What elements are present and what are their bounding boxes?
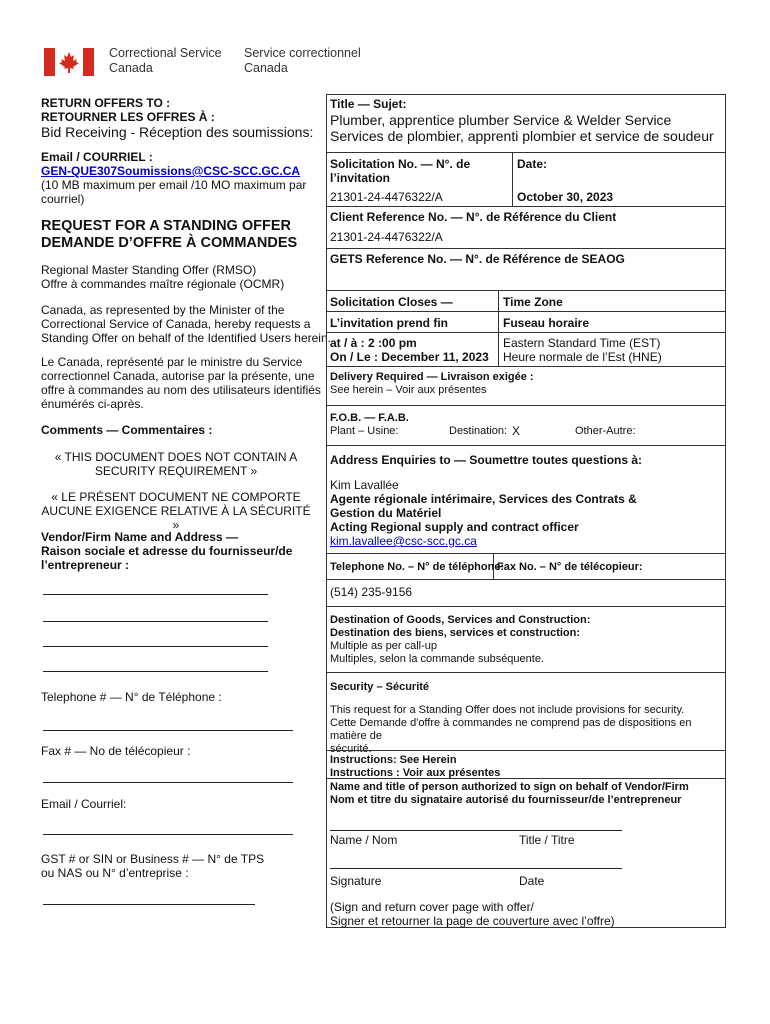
paragraph-en: Canada, as represented by the Minister of the Correctional Service of Canada, hereby requests a Standing Offer on behalf of the Identified Users herein. bbox=[41, 303, 331, 345]
phone-value: (514) 235-9156 bbox=[330, 585, 413, 599]
fob-other: Other-Autre: bbox=[575, 425, 636, 437]
no-security-en: « THIS DOCUMENT DOES NOT CONTAIN A SECURITY REQUIREMENT » bbox=[54, 450, 298, 478]
closes-label-fr: L’invitation prend fin bbox=[330, 316, 448, 330]
return-email-link[interactable]: GEN-QUE307Soumissions@CSC-SCC.GC.CA bbox=[41, 164, 301, 178]
client-ref-value: 21301-24-4476322/A bbox=[330, 230, 443, 244]
telephone-line[interactable] bbox=[43, 730, 293, 731]
org-name-en: Correctional Service Canada bbox=[109, 46, 222, 75]
fax-label: Fax # — No de télécopieur : bbox=[41, 744, 191, 758]
return-note: (Sign and return cover page with offer/ Signer et retourner la page de couverture avec l’offre) bbox=[330, 900, 615, 928]
date-label-sign: Date bbox=[519, 874, 545, 888]
name-label: Name / Nom bbox=[330, 833, 398, 847]
request-title: REQUEST FOR A STANDING OFFER DEMANDE D’OFFRE À COMMANDES bbox=[41, 218, 298, 251]
title-value: Plumber, apprentice plumber Service & Welder Service Services de plombier, apprenti plombier et service de soudeur bbox=[330, 112, 714, 144]
bid-receiving: Bid Receiving - Réception des soumissions: bbox=[41, 124, 314, 140]
fob-destination: Destination: bbox=[449, 425, 508, 437]
email-label: Email / Courriel: bbox=[41, 797, 127, 811]
vendor-label: Vendor/Firm Name and Address — Raison sociale et adresse du fournisseur/de l’entrepreneur : bbox=[41, 530, 293, 572]
fax-label-right: Fax No. – N° de télécopieur: bbox=[497, 561, 643, 573]
signature-date-line[interactable] bbox=[330, 868, 622, 869]
fax-line[interactable] bbox=[43, 782, 293, 783]
authorized-label: Name and title of person authorized to sign on behalf of Vendor/Firm Nom et titre du signataire autorisé du fournisseur/de l’entrepreneur bbox=[330, 781, 689, 806]
destination-block: Destination of Goods, Services and Construction: Destination des biens, services et construction: Multiple as per call-up Multiples, selon la commande subséquente. bbox=[330, 614, 591, 665]
fob-label: F.O.B. — F.A.B. bbox=[330, 412, 409, 424]
fob-plant: Plant – Usine: bbox=[330, 425, 399, 437]
client-ref-label: Client Reference No. — N°. de Référence du Client bbox=[330, 210, 617, 224]
gets-label: GETS Reference No. — N°. de Référence de SEAOG bbox=[330, 252, 625, 266]
gst-label: GST # or SIN or Business # — N° de TPS ou NAS ou N° d’entreprise : bbox=[41, 852, 265, 880]
vendor-line-2[interactable] bbox=[43, 621, 268, 622]
contact-email-link[interactable]: kim.lavallee@csc-scc.gc.ca bbox=[330, 534, 477, 548]
gst-line[interactable] bbox=[43, 904, 255, 905]
email-block: Email / COURRIEL : GEN-QUE307Soumissions@CSC-SCC.GC.CA (10 MB maximum per email /10 MO maximum par courriel) bbox=[41, 150, 307, 206]
solicitation-label: Solicitation No. — N°. de l’invitation bbox=[330, 157, 471, 185]
vendor-line-1[interactable] bbox=[43, 594, 268, 595]
delivery-label: Delivery Required — Livraison exigée : bbox=[330, 371, 534, 383]
paragraph-fr: Le Canada, représenté par le ministre du Service correctionnel Canada, autorise par la présente, une offre à commandes au nom des utilisateurs identifiés énumérés ci-après. bbox=[41, 355, 321, 411]
phone-label: Telephone No. – N° de téléphone: bbox=[330, 561, 505, 573]
delivery-value: See herein – Voir aux présentes bbox=[330, 384, 487, 396]
title-label: Title — Sujet: bbox=[330, 97, 407, 111]
security-text: This request for a Standing Offer does not include provisions for security. Cette Demande d'offre à commandes ne comprend pas de dispositions en matière de sécurité. bbox=[330, 704, 692, 755]
canada-flag-icon bbox=[44, 48, 94, 76]
vendor-line-3[interactable] bbox=[43, 646, 268, 647]
fob-destination-mark: X bbox=[512, 424, 521, 438]
signature-label: Signature bbox=[330, 874, 382, 888]
title-label-sign: Title / Titre bbox=[519, 833, 575, 847]
org-name-fr: Service correctionnel Canada bbox=[244, 46, 361, 75]
telephone-label: Telephone # — N° de Téléphone : bbox=[41, 690, 222, 704]
address-label: Address Enquiries to — Soumettre toutes questions à: bbox=[330, 453, 643, 467]
date-label: Date: bbox=[517, 157, 548, 171]
tz-label-en: Time Zone bbox=[503, 295, 563, 309]
security-label: Security – Sécurité bbox=[330, 681, 430, 693]
instructions: Instructions: See Herein Instructions : Voir aux présentes bbox=[330, 754, 501, 779]
vendor-line-4[interactable] bbox=[43, 671, 268, 672]
email-line[interactable] bbox=[43, 834, 293, 835]
name-title-line[interactable] bbox=[330, 830, 622, 831]
tz-label-fr: Fuseau horaire bbox=[503, 316, 590, 330]
solicitation-value: 21301-24-4476322/A bbox=[330, 190, 443, 204]
date-value: October 30, 2023 bbox=[517, 190, 614, 204]
comments-label: Comments — Commentaires : bbox=[41, 423, 213, 437]
no-security-fr: « LE PRÉSENT DOCUMENT NE COMPORTE AUCUNE EXIGENCE RELATIVE À LA SÉCURITÉ » bbox=[41, 490, 311, 532]
return-offers: RETURN OFFERS TO : RETOURNER LES OFFRES À : bbox=[41, 96, 215, 124]
rmso: Regional Master Standing Offer (RMSO) Offre à commandes maître régionale (OCMR) bbox=[41, 263, 285, 291]
closes-label-en: Solicitation Closes — bbox=[330, 295, 453, 309]
contact-block: Kim Lavallée Agente régionale intérimaire, Services des Contrats & Gestion du Matériel Acting Regional supply and contract officer kim.lavallee@csc-scc.gc.ca bbox=[330, 478, 637, 548]
closes-datetime: at / à : 2 :00 pm On / Le : December 11, 2023 bbox=[330, 336, 489, 364]
tz-value: Eastern Standard Time (EST) Heure normale de l’Est (HNE) bbox=[503, 336, 662, 364]
